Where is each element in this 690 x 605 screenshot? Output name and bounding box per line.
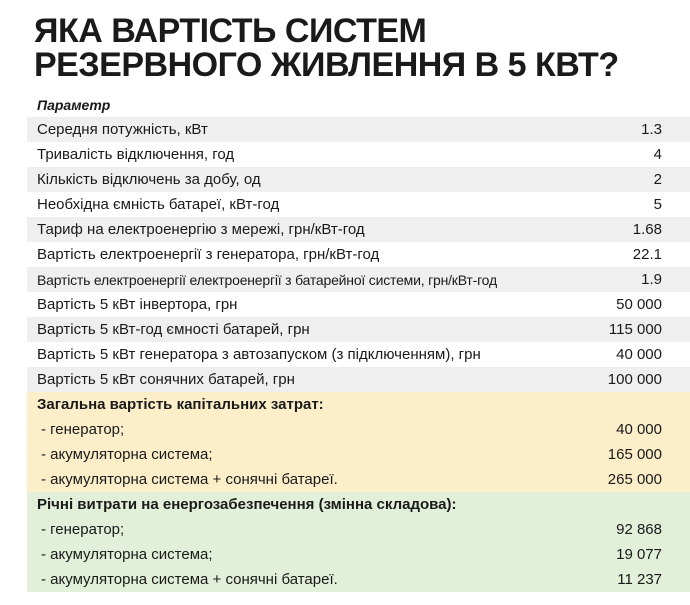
table-row <box>27 242 690 267</box>
row-value: 5 <box>653 196 662 213</box>
row-label: - генератор; <box>41 421 125 438</box>
row-label: - генератор; <box>41 521 125 538</box>
row-label: Вартість 5 кВт сонячних батарей, грн <box>37 371 295 388</box>
row-label: Вартість електроенергії з генератора, грн/кВт-год <box>37 246 380 263</box>
row-label: Вартість електроенергії електроенергії з батарейної системи, грн/кВт-год <box>37 271 497 288</box>
row-value: 265 000 <box>607 471 662 488</box>
table-row <box>27 317 690 342</box>
row-value: 40 000 <box>616 421 662 438</box>
table-header-row <box>27 93 690 117</box>
row-label: Кількість відключень за добу, од <box>37 171 261 188</box>
table-row <box>27 267 690 292</box>
row-value: 100 000 <box>607 371 662 388</box>
table-row <box>27 217 690 242</box>
row-label: Вартість 5 кВт інвертора, грн <box>37 296 238 313</box>
row-label: - акумуляторна система + сонячні батареї. <box>41 571 338 588</box>
row-value: 40 000 <box>616 346 662 363</box>
table-row <box>27 542 690 567</box>
capital-costs-heading: Загальна вартість капітальних затрат: <box>37 396 324 413</box>
table-row <box>27 142 690 167</box>
row-value: 19 077 <box>616 546 662 563</box>
page-title <box>34 14 674 82</box>
table-row <box>27 292 690 317</box>
row-value: 1.9 <box>641 271 662 288</box>
row-label: Середня потужність, кВт <box>37 121 208 138</box>
row-label: - акумуляторна система + сонячні батареї. <box>41 471 338 488</box>
table-row <box>27 442 690 467</box>
title-line-1: ЯКА ВАРТІСТЬ СИСТЕМ <box>34 12 427 50</box>
row-label: - акумуляторна система; <box>41 446 213 463</box>
row-label: - акумуляторна система; <box>41 546 213 563</box>
row-value: 1.68 <box>632 221 662 238</box>
row-value: 165 000 <box>607 446 662 463</box>
row-value: 22.1 <box>632 246 662 263</box>
table-row <box>27 517 690 542</box>
table-row <box>27 467 690 492</box>
row-value: 115 000 <box>608 321 662 338</box>
annual-costs-heading-row <box>27 492 690 517</box>
row-value: 2 <box>653 171 662 188</box>
row-value: 4 <box>653 146 662 163</box>
row-value: 92 868 <box>616 521 662 538</box>
row-label: Вартість 5 кВт-год ємності батарей, грн <box>37 321 310 338</box>
cost-table <box>27 93 690 592</box>
table-row <box>27 342 690 367</box>
capital-costs-heading-row <box>27 392 690 417</box>
title-line-2: РЕЗЕРВНОГО ЖИВЛЕННЯ В 5 КВТ? <box>34 46 619 84</box>
row-label: Вартість 5 кВт генератора з автозапуском (з підключенням), грн <box>37 346 481 363</box>
table-row <box>27 167 690 192</box>
row-value: 1.3 <box>641 121 662 138</box>
header-label: Параметр <box>37 97 111 113</box>
row-value: 11 237 <box>617 571 662 588</box>
row-label: Тривалість відключення, год <box>37 146 235 163</box>
table-row <box>27 367 690 392</box>
row-label: Необхідна ємність батареї, кВт-год <box>37 196 280 213</box>
annual-costs-heading: Річні витрати на енергозабезпечення (змінна складова): <box>37 496 457 513</box>
table-row <box>27 567 690 592</box>
table-row <box>27 117 690 142</box>
table-row <box>27 192 690 217</box>
row-value: 50 000 <box>616 296 662 313</box>
row-label: Тариф на електроенергію з мережі, грн/кВт-год <box>37 221 365 238</box>
table-row <box>27 417 690 442</box>
